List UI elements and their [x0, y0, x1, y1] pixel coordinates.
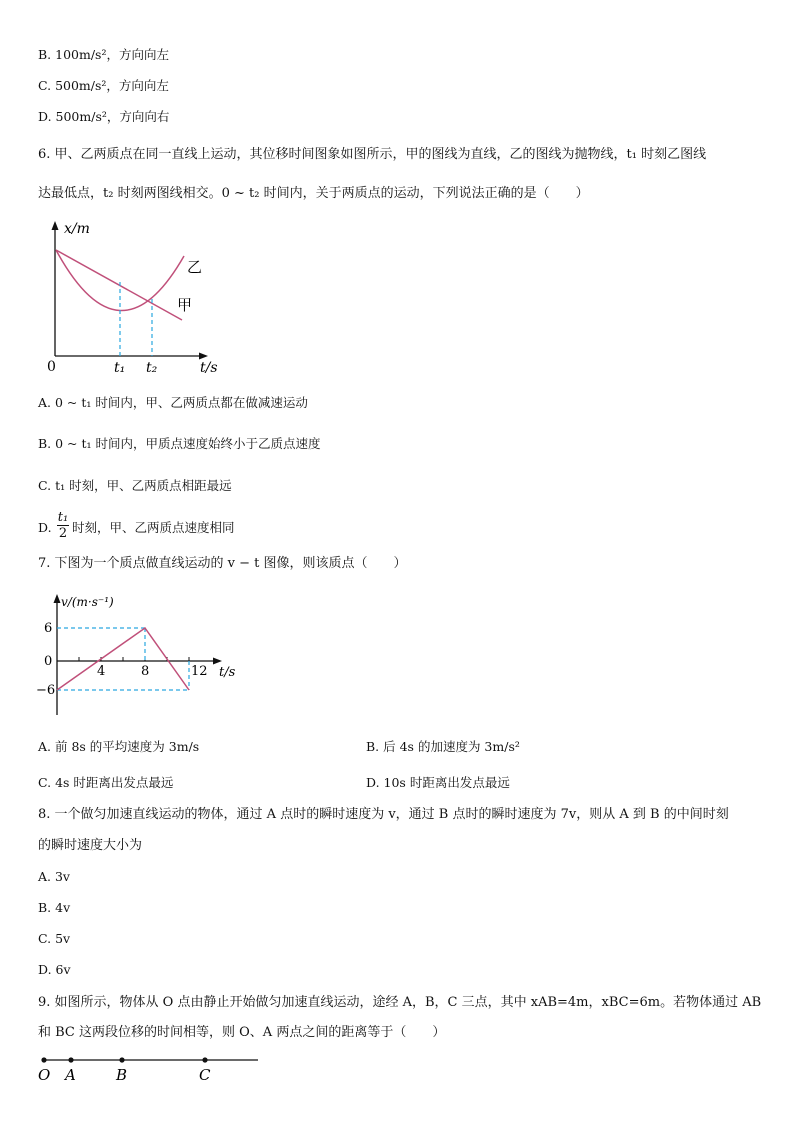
q6-x-axis-label: t/s — [200, 360, 218, 376]
q9-label-a: A — [65, 1066, 76, 1084]
q6-x-arrow — [199, 353, 208, 360]
q7-option-a: A. 前 8s 的平均速度为 3m/s — [38, 739, 200, 754]
q9-label-c: C — [199, 1066, 211, 1084]
q6-option-d-denominator: 2 — [58, 526, 68, 541]
q7-option-d: D. 10s 时距离出发点最远 — [366, 775, 510, 790]
q7-y-tick-neg6: −6 — [36, 683, 56, 698]
q7-x-tick-12: 12 — [191, 664, 208, 679]
q7-x-tick-8: 8 — [141, 664, 150, 679]
q7-option-c: C. 4s 时距离出发点最远 — [38, 775, 174, 790]
q7-y-tick-6: 6 — [44, 621, 53, 636]
q9-point-b — [119, 1057, 124, 1062]
q8-stem-line2: 的瞬时速度大小为 — [38, 838, 143, 853]
q6-origin-label: 0 — [47, 359, 56, 375]
q6-yi-label: 乙 — [187, 258, 203, 276]
q8-option-a: A. 3v — [38, 869, 70, 884]
q5-option-d: D. 500m/s²，方向向右 — [38, 109, 170, 124]
q7-vt-graph — [30, 590, 250, 720]
q9-stem-line1: 9. 如图所示，物体从 O 点由静止开始做匀加速直线运动，途经 A，B，C 三点，其中 xAB=4m，xBC=6m。若物体通过 AB — [38, 995, 762, 1010]
q5-option-c: C. 500m/s²，方向向左 — [38, 78, 169, 93]
q8-option-d: D. 6v — [38, 962, 71, 977]
q6-option-d-numerator: t₁ — [57, 510, 69, 525]
q6-t2-label: t₂ — [146, 360, 158, 376]
q7-x-tick-4: 4 — [97, 664, 106, 679]
q5-option-b: B. 100m/s²，方向向左 — [38, 47, 169, 62]
q6-stem-line2: 达最低点，t₂ 时刻两图线相交。0 ~ t₂ 时间内，关于两质点的运动，下列说法正确的是（ ） — [38, 186, 589, 201]
q6-t1-label: t₁ — [114, 360, 126, 376]
q7-y-axis-label: v/(m·s⁻¹) — [61, 595, 114, 609]
q7-option-b: B. 后 4s 的加速度为 3m/s² — [366, 739, 520, 754]
q9-point-a — [68, 1057, 73, 1062]
q8-stem-line1: 8. 一个做匀加速直线运动的物体，通过 A 点时的瞬时速度为 v，通过 B 点时的瞬时速度为 7v，则从 A 到 B 的中间时刻 — [38, 807, 729, 822]
q6-yi-parabola — [56, 250, 184, 311]
q8-option-c: C. 5v — [38, 931, 71, 946]
q6-option-a: A. 0 ~ t₁ 时间内，甲、乙两质点都在做减速运动 — [38, 395, 308, 410]
q6-stem-line1: 6. 甲、乙两质点在同一直线上运动，其位移时间图象如图所示，甲的图线为直线，乙的图线为抛物线，t₁ 时刻乙图线 — [38, 147, 707, 162]
q9-label-o: O — [38, 1066, 51, 1084]
q9-point-o — [41, 1057, 46, 1062]
q9-label-b: B — [116, 1066, 128, 1084]
q6-option-c: C. t₁ 时刻，甲、乙两质点相距最远 — [38, 478, 232, 493]
q9-point-c — [202, 1057, 207, 1062]
q7-y-arrow — [54, 594, 61, 603]
q7-y-tick-0: 0 — [44, 654, 53, 669]
q9-stem-line2: 和 BC 这两段位移的时间相等，则 O、A 两点之间的距离等于（ ） — [38, 1025, 446, 1040]
q6-option-b: B. 0 ~ t₁ 时间内，甲质点速度始终小于乙质点速度 — [38, 436, 321, 451]
q7-x-arrow — [213, 658, 222, 665]
q6-jia-line — [56, 250, 182, 320]
q6-option-d-text: 时刻，甲、乙两质点速度相同 — [72, 520, 235, 535]
q6-option-d-fraction — [57, 510, 69, 542]
q8-option-b: B. 4v — [38, 900, 71, 915]
q6-jia-label: 甲 — [177, 296, 193, 314]
q9-line-diagram — [30, 1050, 270, 1090]
q6-option-d-prefix: D. — [38, 520, 52, 535]
q6-xt-graph — [40, 218, 230, 378]
q6-y-arrow — [52, 221, 59, 230]
q6-y-axis-label: x/m — [64, 221, 90, 237]
q7-x-axis-label: t/s — [219, 665, 236, 680]
q7-stem: 7. 下图为一个质点做直线运动的 v − t 图像，则该质点（ ） — [38, 556, 407, 571]
